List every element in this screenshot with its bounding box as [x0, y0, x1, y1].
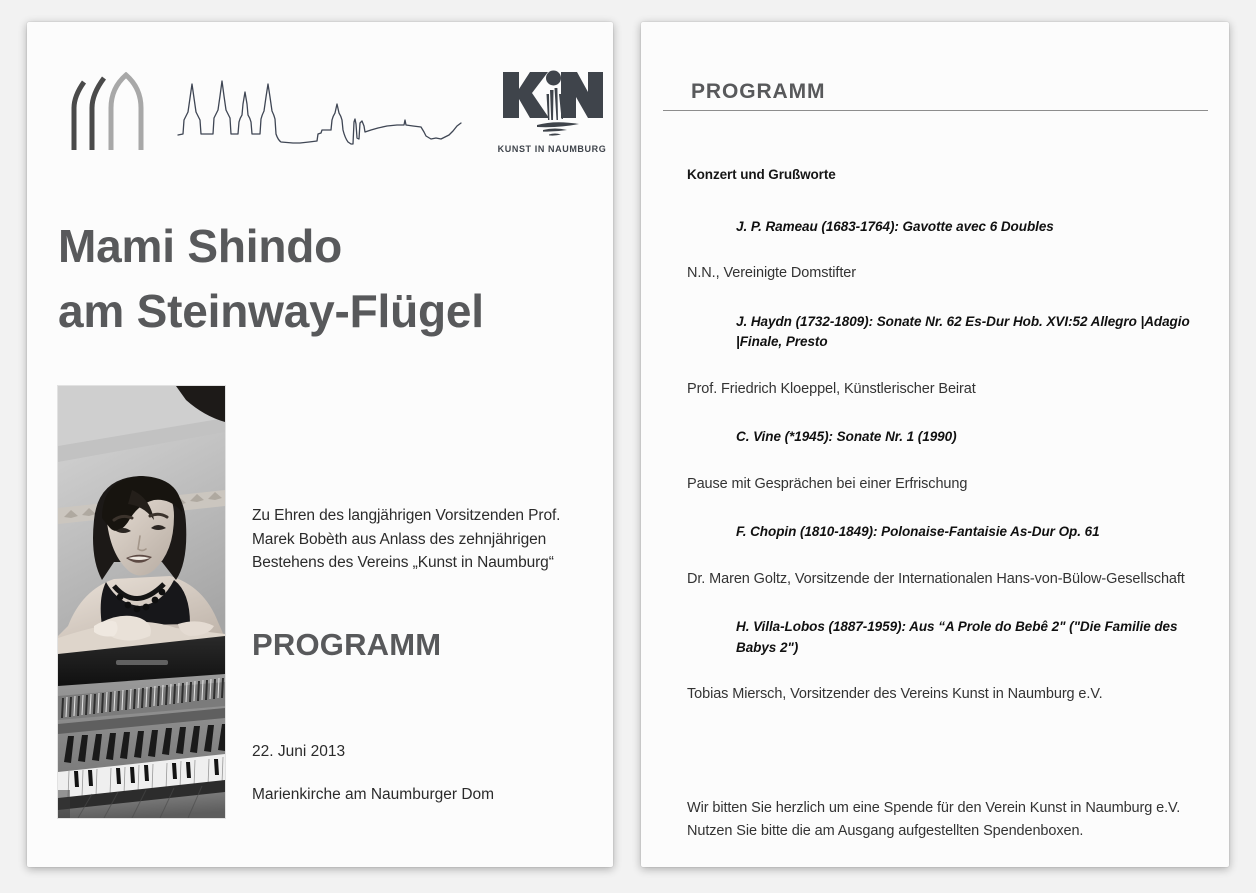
- kin-logo-caption: KUNST IN NAUMBURG: [497, 144, 607, 154]
- event-meta: [252, 741, 592, 807]
- programme-divider: [663, 110, 1208, 111]
- dedication-text: Zu Ehren des langjährigen Vorsitzenden Prof. Marek Bobèth aus Anlass des zehnjährigen Bestehens des Vereins „Kunst in Naumburg“: [252, 507, 561, 572]
- programme-speaker: N.N., Vereinigte Domstifter: [687, 265, 856, 282]
- kin-wordmark-icon: [493, 56, 611, 138]
- programm-label: PROGRAMM: [252, 626, 442, 662]
- donation-note: Wir bitten Sie herzlich um eine Spende für den Verein Kunst in Naumburg e.V. Nutzen Sie bitte die am Ausgang aufgestellten Spendenboxen.: [687, 800, 1181, 840]
- programme-list: [687, 167, 1192, 733]
- programme-note: Pause mit Gesprächen bei einer Erfrischung: [687, 475, 968, 492]
- pianist-portrait-photo: [58, 386, 225, 818]
- right-page: [641, 22, 1229, 867]
- programme-work: C. Vine (*1945): Sonate Nr. 1 (1990): [736, 429, 957, 445]
- programme-work: J. P. Rameau (1683-1764): Gavotte avec 6 Doubles: [736, 219, 1054, 234]
- programme-speaker: Dr. Maren Goltz, Vorsitzende der Internationalen Hans-von-Bülow-Gesellschaft: [687, 570, 1185, 587]
- programme-section-label: Konzert und Grußworte: [687, 167, 836, 182]
- left-page: [27, 22, 613, 867]
- naumburg-skyline-drawing: [175, 76, 465, 161]
- page-title-line2: am Steinway-Flügel: [58, 285, 484, 338]
- page-title-line1: Mami Shindo: [58, 220, 343, 272]
- left-page-text-column: [252, 504, 592, 807]
- programme-title: PROGRAMM: [691, 80, 826, 103]
- event-date: 22. Juni 2013: [252, 742, 346, 760]
- programme-speaker: Prof. Friedrich Kloeppel, Künstlerischer Beirat: [687, 380, 976, 397]
- page-title: [58, 214, 598, 345]
- event-venue: Marienkirche am Naumburger Dom: [252, 786, 495, 804]
- gothic-arch-logo: [62, 72, 157, 157]
- kunst-in-naumburg-logo: [482, 56, 613, 154]
- programme-header: [663, 80, 1208, 111]
- logo-row: [27, 54, 613, 169]
- programme-work: H. Villa-Lobos (1887-1959): Aus “A Prole do Bebê 2" ("Die Familie des Babys 2"): [736, 619, 1178, 655]
- programme-speaker: Tobias Miersch, Vorsitzender des Vereins Kunst in Naumburg e.V.: [687, 685, 1103, 702]
- programme-work: J. Haydn (1732-1809): Sonate Nr. 62 Es-Dur Hob. XVI:52 Allegro |Adagio |Finale, Presto: [736, 314, 1190, 350]
- programme-work: F. Chopin (1810-1849): Polonaise-Fantaisie As-Dur Op. 61: [736, 524, 1100, 540]
